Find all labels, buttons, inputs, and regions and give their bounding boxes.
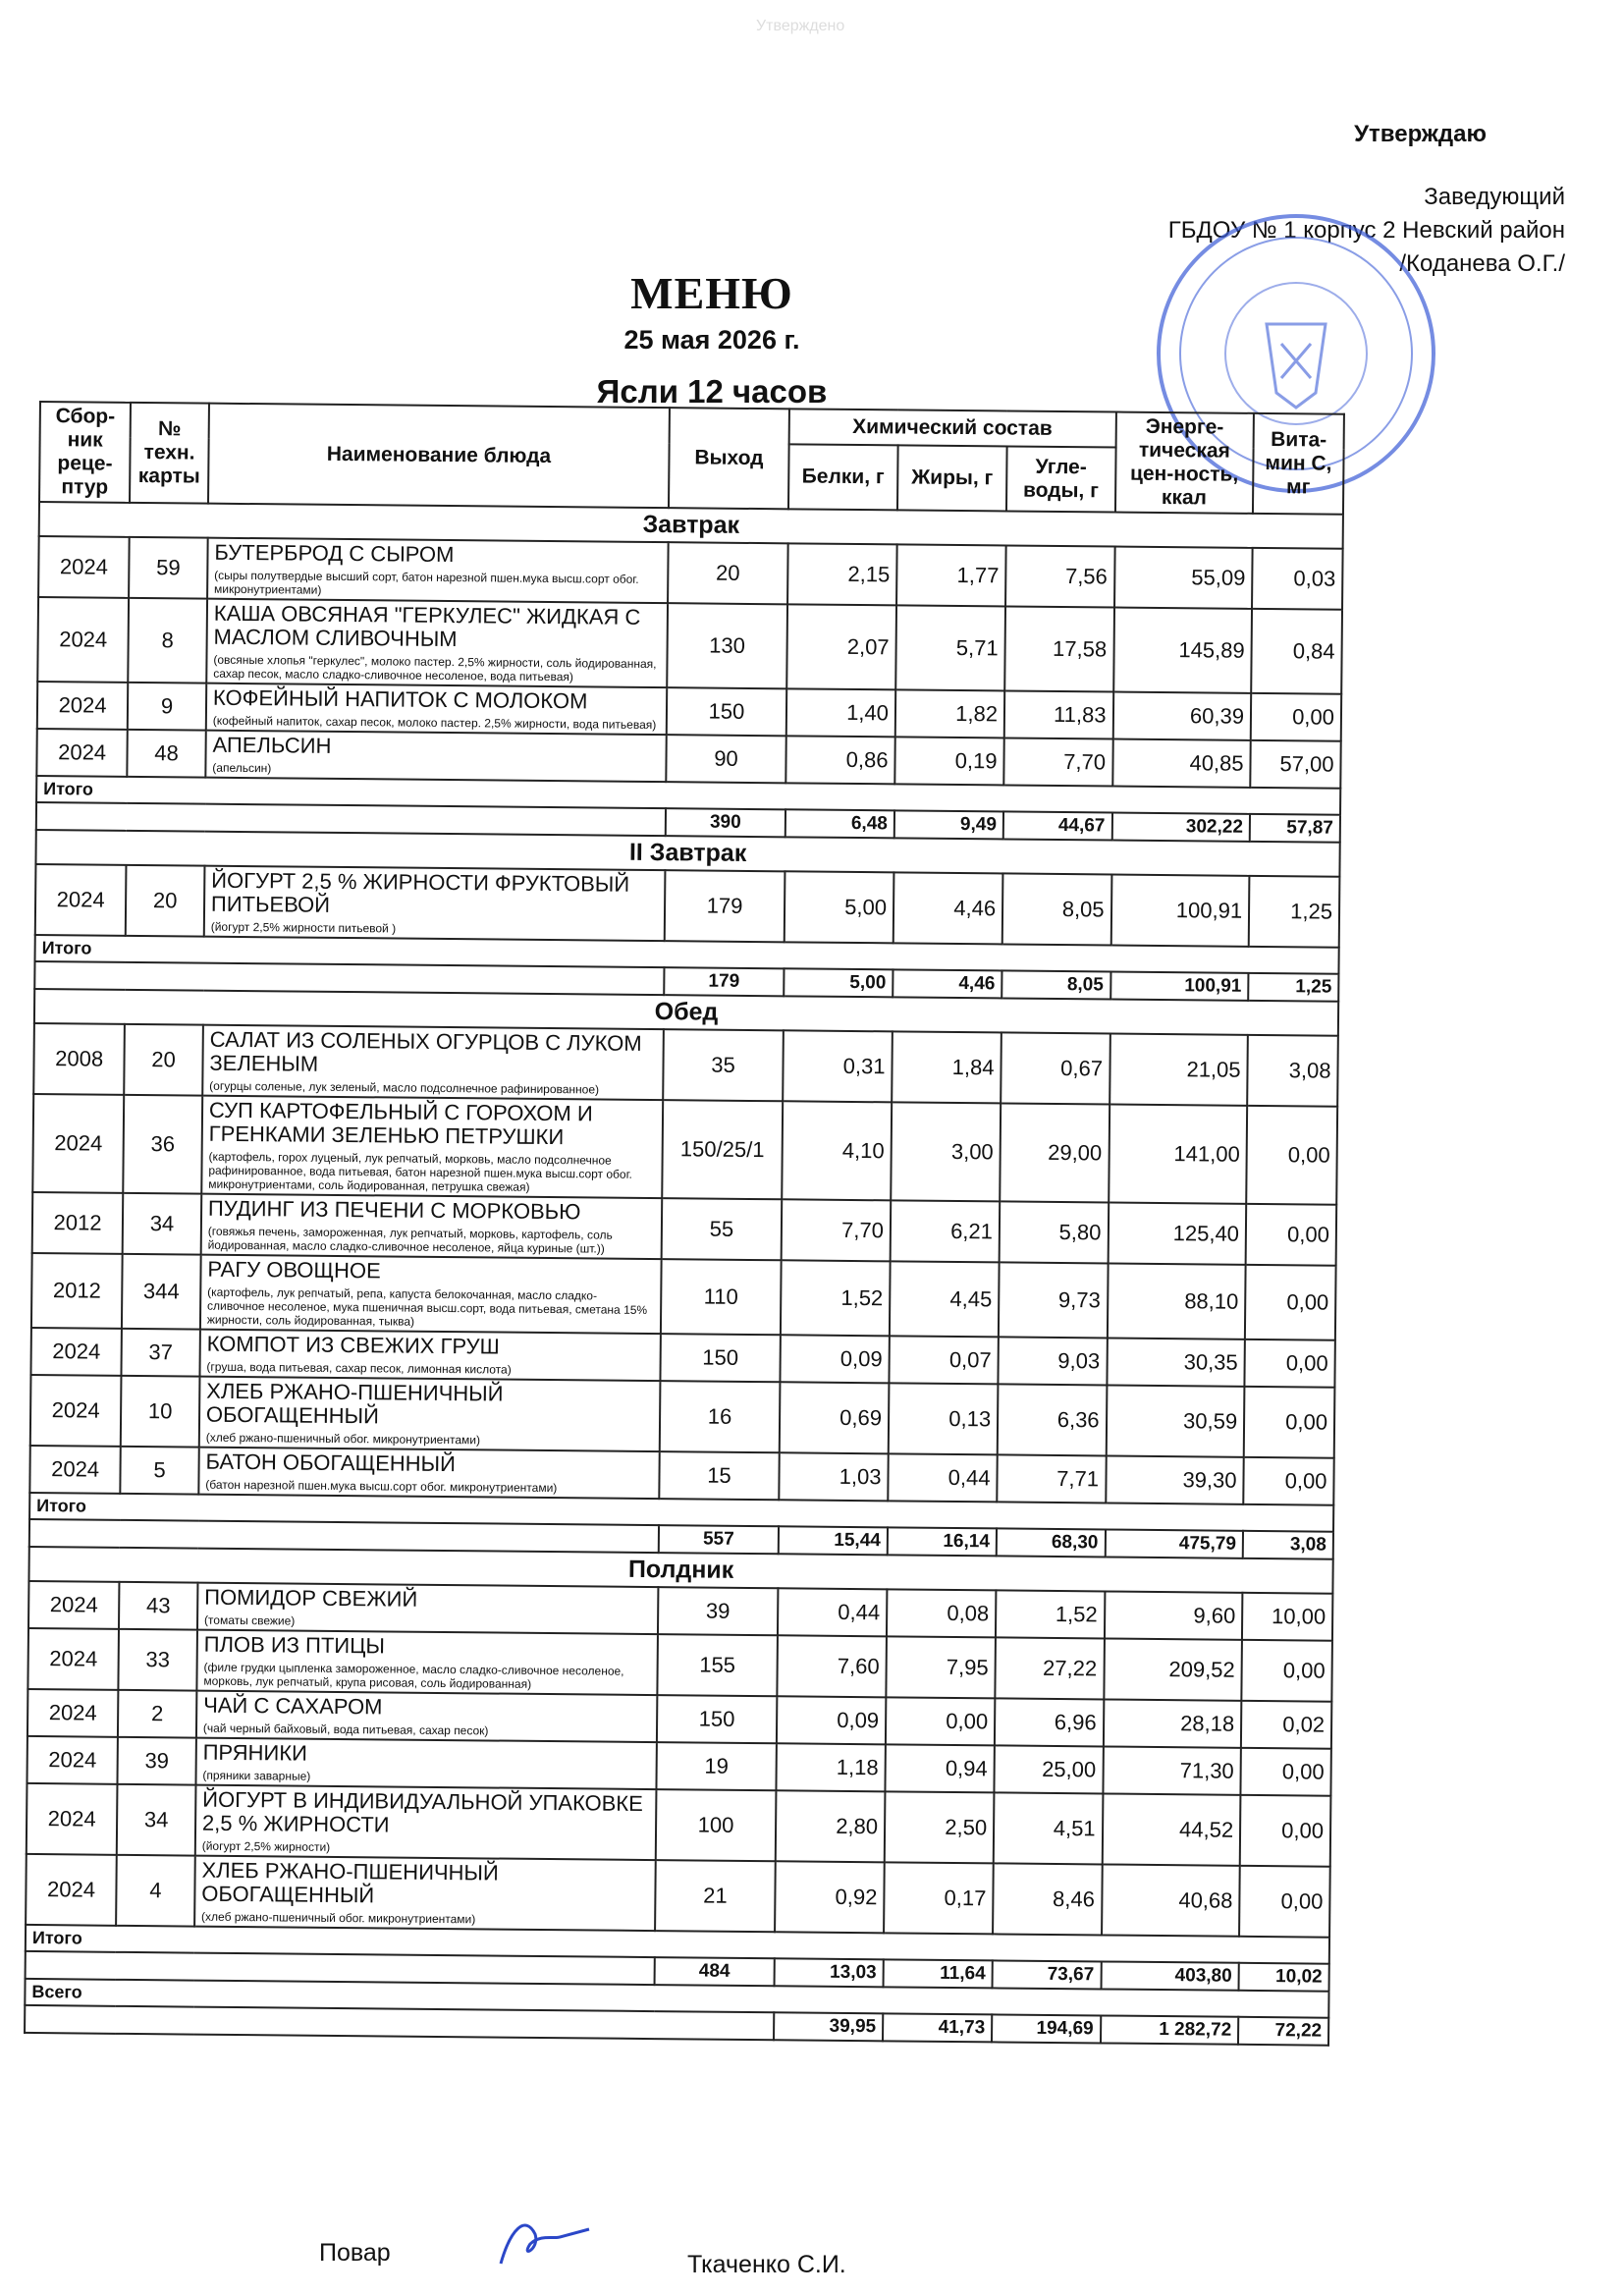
carbs-cell: 9,73	[999, 1262, 1108, 1338]
vitamin-cell: 3,08	[1247, 1035, 1338, 1107]
total-vitamin: 3,08	[1243, 1531, 1333, 1559]
dish-name: ПЛОВ ИЗ ПТИЦЫ	[203, 1631, 386, 1659]
fat-cell: 6,21	[891, 1200, 1001, 1262]
table-header	[39, 402, 1344, 515]
protein-cell: 5,00	[785, 871, 894, 943]
grand-total-energy: 1 282,72	[1101, 2015, 1239, 2044]
dish-composition: (пряники заварные)	[202, 1768, 311, 1783]
dish-composition: (картофель, горох луценый, лук репчатый, морковь, масло подсолнечное рафинированное, вода питьевая, батон нарезной пшен.мука высш.сорт обог. микронутриентами, соль йодированная, петрушка свежая)	[208, 1149, 632, 1194]
collection-cell: 2024	[28, 1581, 120, 1629]
header-fat: Жиры, г	[897, 446, 1007, 512]
tech-card-cell: 36	[123, 1095, 202, 1194]
title-block	[550, 267, 874, 410]
output-cell: 155	[657, 1634, 777, 1696]
fat-cell: 1,82	[895, 689, 1005, 738]
dish-name: КОМПОТ ИЗ СВЕЖИХ ГРУШ	[206, 1331, 500, 1359]
total-carbs: 73,67	[993, 1960, 1102, 1989]
protein-cell: 2,15	[787, 543, 897, 605]
energy-cell: 55,09	[1114, 547, 1253, 609]
carbs-cell: 9,03	[998, 1337, 1107, 1385]
tech-card-cell: 20	[126, 865, 204, 937]
tech-card-cell: 34	[123, 1193, 201, 1255]
protein-cell: 1,40	[786, 688, 896, 737]
menu-date: 25 мая 2026 г.	[623, 325, 800, 355]
dish-composition: (томаты свежие)	[203, 1613, 296, 1628]
ghost-text: Утверждено	[756, 18, 845, 34]
total-energy: 302,22	[1111, 813, 1250, 842]
dish-name: ХЛЕБ РЖАНО-ПШЕНИЧНЫЙ ОБОГАЩЕННЫЙ	[205, 1378, 504, 1429]
total-vitamin: 1,25	[1248, 973, 1338, 1002]
output-cell: 100	[656, 1789, 776, 1861]
total-energy: 403,80	[1101, 1961, 1239, 1990]
dish-cell	[195, 1785, 657, 1861]
tech-card-cell: 9	[128, 683, 206, 731]
total-energy: 475,79	[1105, 1529, 1243, 1558]
total-vitamin: 57,87	[1250, 814, 1340, 843]
dish-cell	[198, 1448, 660, 1500]
dish-name: КАША ОВСЯНАЯ "ГЕРКУЛЕС" ЖИДКАЯ С МАСЛОМ СЛИВОЧНЫМ	[213, 600, 641, 652]
energy-cell: 145,89	[1113, 608, 1252, 693]
fat-cell: 0,19	[894, 737, 1004, 785]
carbs-cell: 6,96	[995, 1698, 1104, 1746]
tech-card-cell: 8	[128, 598, 207, 683]
output-cell: 179	[665, 870, 785, 942]
table-row	[26, 1854, 1330, 1938]
dish-cell	[194, 1856, 656, 1932]
tech-card-cell: 5	[121, 1447, 199, 1495]
dish-name: КОФЕЙНЫЙ НАПИТОК С МОЛОКОМ	[212, 684, 588, 714]
approval-signature: /Коданева О.Г./	[1399, 250, 1565, 277]
energy-cell: 21,05	[1110, 1033, 1248, 1105]
dish-cell	[195, 1738, 657, 1790]
dish-cell	[205, 731, 667, 783]
vitamin-cell: 0,02	[1241, 1701, 1331, 1749]
section-title: Полдник	[28, 1547, 1332, 1594]
collection-cell: 2024	[32, 1094, 124, 1193]
carbs-cell: 29,00	[1000, 1103, 1109, 1202]
collection-cell: 2024	[35, 864, 127, 936]
protein-cell: 4,10	[782, 1101, 892, 1200]
carbs-cell: 7,70	[1003, 738, 1112, 786]
dish-composition: (говяжья печень, замороженная, лук репчатый, морковь, картофель, соль йодированная, масло сладко-сливочное несоленое, яйца куриные (шт.))	[207, 1224, 613, 1256]
grand-total-label: Всего	[25, 1979, 1328, 2018]
output-cell: 130	[667, 603, 787, 688]
vitamin-cell: 0,00	[1243, 1457, 1333, 1505]
fat-cell: 4,46	[893, 872, 1003, 944]
carbs-cell: 17,58	[1004, 606, 1113, 691]
approval-position: Заведующий	[1424, 184, 1565, 210]
fat-cell: 0,07	[889, 1336, 999, 1384]
output-cell: 150	[661, 1334, 781, 1382]
total-fat: 4,46	[893, 969, 1001, 998]
protein-cell: 1,03	[779, 1452, 889, 1501]
fat-cell: 3,00	[891, 1102, 1001, 1201]
protein-cell: 7,70	[781, 1199, 891, 1261]
table-row	[37, 597, 1342, 694]
menu-title: МЕНЮ	[630, 268, 793, 318]
collection-cell: 2024	[26, 1854, 117, 1926]
cook-name: Ткаченко С.И.	[687, 2251, 846, 2278]
protein-cell: 0,31	[783, 1030, 893, 1102]
tech-card-cell: 4	[116, 1855, 194, 1927]
fat-cell: 1,84	[892, 1031, 1001, 1103]
fat-cell: 0,08	[887, 1589, 997, 1637]
vitamin-cell: 0,00	[1246, 1106, 1337, 1205]
menu-group: Ясли 12 часов	[596, 373, 828, 410]
output-cell: 150	[667, 687, 786, 736]
fat-cell: 0,00	[886, 1697, 996, 1745]
dish-cell	[197, 1583, 659, 1635]
approval-org: ГБДОУ № 1 корпус 2 Невский район	[1167, 217, 1565, 244]
collection-cell: 2012	[32, 1192, 124, 1254]
table-row	[30, 1375, 1335, 1458]
header-tech-card: № техн. карты	[130, 403, 209, 504]
collection-cell: 2024	[30, 1328, 122, 1376]
total-fat: 11,64	[884, 1959, 993, 1988]
carbs-cell: 11,83	[1004, 690, 1113, 738]
total-fat: 9,49	[894, 810, 1003, 839]
carbs-cell: 25,00	[994, 1745, 1103, 1793]
dish-name: ПРЯНИКИ	[202, 1739, 308, 1766]
fat-cell: 2,50	[885, 1791, 995, 1863]
output-cell: 150/25/1	[662, 1100, 783, 1199]
total-protein: 6,48	[785, 809, 894, 838]
total-label: Итого	[26, 1925, 1329, 1964]
tech-card-cell: 344	[122, 1254, 200, 1330]
collection-cell: 2008	[33, 1023, 125, 1095]
collection-cell: 2024	[27, 1628, 119, 1690]
protein-cell: 0,09	[780, 1335, 890, 1383]
output-cell: 20	[668, 542, 787, 604]
vitamin-cell: 0,00	[1244, 1339, 1334, 1388]
dish-composition: (хлеб ржано-пшеничный обог. микронутриентами)	[205, 1430, 481, 1448]
cook-signature	[481, 2210, 599, 2278]
fat-cell: 0,17	[884, 1862, 994, 1934]
total-protein: 15,44	[779, 1526, 888, 1555]
table-row	[32, 1094, 1337, 1205]
menu-table	[24, 401, 1345, 2047]
energy-cell: 39,30	[1106, 1455, 1244, 1503]
dish-cell	[206, 683, 668, 736]
collection-cell: 2024	[27, 1783, 118, 1855]
header-name: Наименование блюда	[208, 404, 670, 508]
energy-cell: 40,85	[1112, 739, 1251, 788]
fat-cell: 0,13	[889, 1383, 999, 1454]
energy-cell: 44,52	[1102, 1793, 1240, 1865]
tech-card-cell: 43	[119, 1582, 197, 1630]
header-carbs: Угле-воды, г	[1006, 447, 1115, 513]
energy-cell: 209,52	[1104, 1638, 1242, 1700]
dish-composition: (огурцы соленые, лук зеленый, масло подсолнечное рафинированное)	[209, 1078, 600, 1097]
grand-total-vitamin: 72,22	[1238, 2017, 1328, 2046]
output-cell: 35	[663, 1029, 783, 1101]
grand-total-protein: 39,95	[774, 2012, 883, 2041]
vitamin-cell: 0,00	[1244, 1387, 1335, 1458]
protein-cell: 2,07	[786, 604, 896, 689]
table-row	[31, 1253, 1336, 1340]
protein-cell: 0,44	[778, 1588, 888, 1636]
section-title: II Завтрак	[35, 830, 1339, 877]
total-output: 484	[655, 1957, 775, 1986]
dish-composition: (картофель, лук репчатый, репа, капуста белокочанная, масло сладко-сливочное несоленое, мука пшеничная высш.сорт, вода питьевая, сметана 15% жирности, соль йодированная, тыква)	[206, 1285, 648, 1329]
dish-composition: (овсяные хлопья "геркулес", молоко пастер. 2,5% жирности, соль йодированная, сахар песок, масло сладко-сливочное несоленое, вода питьевая)	[213, 652, 657, 684]
dish-name: ПОМИДОР СВЕЖИЙ	[204, 1584, 418, 1612]
carbs-cell: 6,36	[998, 1384, 1107, 1455]
energy-cell: 71,30	[1103, 1746, 1241, 1794]
dish-cell	[199, 1377, 661, 1452]
dish-composition: (хлеб ржано-пшеничный обог. микронутриентами)	[201, 1909, 476, 1927]
header-protein: Белки, г	[788, 445, 898, 511]
dish-name: ПУДИНГ ИЗ ПЕЧЕНИ С МОРКОВЬЮ	[207, 1195, 581, 1225]
header-output: Выход	[669, 408, 789, 509]
dish-name: ЙОГУРТ 2,5 % ЖИРНОСТИ ФРУКТОВЫЙ ПИТЬЕВОЙ	[210, 867, 630, 917]
energy-cell: 30,59	[1106, 1385, 1244, 1456]
dish-cell	[196, 1691, 658, 1743]
dish-composition: (батон нарезной пшен.мука высш.сорт обог. микронутриентами)	[205, 1477, 558, 1496]
fat-cell: 0,44	[888, 1453, 998, 1502]
output-cell: 110	[661, 1259, 781, 1335]
tech-card-cell: 48	[128, 730, 206, 778]
protein-cell: 0,69	[780, 1382, 890, 1453]
carbs-cell: 8,46	[993, 1863, 1102, 1935]
dish-name: ЧАЙ С САХАРОМ	[203, 1692, 383, 1720]
dish-cell	[206, 599, 668, 688]
dish-composition: (йогурт 2,5% жирности питьевой )	[210, 919, 397, 936]
energy-cell: 30,35	[1107, 1338, 1245, 1386]
section-title: Обед	[34, 989, 1338, 1036]
output-cell: 150	[657, 1695, 777, 1743]
total-output: 390	[666, 808, 785, 837]
output-cell: 39	[658, 1587, 778, 1635]
carbs-cell: 5,80	[1000, 1201, 1109, 1263]
carbs-cell: 0,67	[1001, 1032, 1110, 1104]
output-cell: 19	[657, 1742, 777, 1790]
table-row	[35, 864, 1340, 948]
output-cell: 55	[662, 1198, 782, 1260]
protein-cell: 2,80	[776, 1790, 886, 1862]
tech-card-cell: 20	[124, 1024, 202, 1096]
fat-cell: 4,45	[890, 1261, 1000, 1337]
vitamin-cell: 0,00	[1241, 1748, 1331, 1796]
output-cell: 21	[655, 1860, 775, 1932]
tech-card-cell: 37	[122, 1329, 200, 1377]
carbs-cell: 7,71	[997, 1454, 1106, 1503]
vitamin-cell: 1,25	[1249, 876, 1340, 948]
header-vitamin: Вита-мин С, мг	[1253, 413, 1344, 515]
energy-cell: 9,60	[1104, 1591, 1242, 1639]
tech-card-cell: 10	[121, 1376, 199, 1448]
energy-cell: 100,91	[1110, 875, 1249, 947]
vitamin-cell: 0,00	[1239, 1866, 1330, 1938]
collection-cell: 2024	[38, 536, 130, 598]
dish-name: БАТОН ОБОГАЩЕННЫЙ	[205, 1449, 457, 1477]
total-label: Итого	[36, 776, 1340, 815]
dish-composition: (сыры полутвердые высший сорт, батон нарезной пшен.мука высш.сорт обог. микронутриентами)	[213, 568, 639, 597]
output-cell: 90	[666, 735, 785, 783]
collection-cell: 2024	[30, 1375, 122, 1447]
dish-cell	[204, 866, 666, 942]
dish-name: ЙОГУРТ В ИНДИВИДУАЛЬНОЙ УПАКОВКЕ 2,5 % ЖИРНОСТИ	[201, 1786, 643, 1837]
total-carbs: 44,67	[1003, 811, 1112, 840]
header-chem: Химический состав	[788, 409, 1115, 448]
table-row	[33, 1023, 1338, 1107]
total-fat: 16,14	[888, 1527, 997, 1556]
grand-total-fat: 41,73	[883, 2013, 992, 2042]
tech-card-cell: 59	[129, 537, 207, 599]
total-protein: 5,00	[784, 968, 893, 997]
dish-cell	[207, 538, 669, 604]
protein-cell: 1,18	[776, 1743, 886, 1791]
energy-cell: 125,40	[1108, 1202, 1246, 1264]
energy-cell: 40,68	[1102, 1864, 1240, 1936]
cook-label: Повар	[319, 2239, 391, 2267]
energy-cell: 28,18	[1103, 1699, 1241, 1747]
dish-composition: (чай черный байховый, вода питьевая, сахар песок)	[202, 1721, 489, 1738]
dish-name: САЛАТ ИЗ СОЛЕНЫХ ОГУРЦОВ С ЛУКОМ ЗЕЛЕНЫМ	[209, 1026, 642, 1076]
fat-cell: 5,71	[895, 605, 1005, 690]
dish-composition: (йогурт 2,5% жирности)	[201, 1838, 331, 1854]
carbs-cell: 27,22	[995, 1637, 1104, 1699]
grand-total-blank	[25, 2005, 774, 2040]
vitamin-cell: 0,84	[1251, 609, 1342, 694]
collection-cell: 2024	[37, 682, 129, 730]
protein-cell: 0,92	[775, 1861, 885, 1933]
total-output: 179	[664, 967, 784, 996]
protein-cell: 1,52	[781, 1260, 891, 1336]
total-energy: 100,91	[1110, 971, 1249, 1000]
total-output: 557	[659, 1525, 779, 1554]
collection-cell: 2012	[31, 1253, 123, 1329]
carbs-cell: 7,56	[1005, 545, 1114, 607]
vitamin-cell: 0,00	[1245, 1265, 1336, 1340]
protein-cell: 7,60	[777, 1635, 887, 1697]
header-energy: Энерге-тическая цен-ность, ккал	[1114, 412, 1254, 514]
energy-cell: 141,00	[1109, 1104, 1248, 1203]
dish-name: РАГУ ОВОЩНОЕ	[207, 1256, 381, 1284]
total-vitamin: 10,02	[1239, 1963, 1329, 1992]
carbs-cell: 8,05	[1002, 873, 1111, 945]
total-carbs: 8,05	[1001, 970, 1110, 999]
dish-composition: (груша, вода питьевая, сахар песок, лимонная кислота)	[206, 1359, 512, 1377]
vitamin-cell: 0,03	[1252, 548, 1343, 610]
grand-total-carbs: 194,69	[992, 2014, 1101, 2043]
dish-name: ХЛЕБ РЖАНО-ПШЕНИЧНЫЙ ОБОГАЩЕННЫЙ	[201, 1857, 499, 1908]
total-label: Итого	[29, 1493, 1333, 1532]
protein-cell: 0,86	[785, 736, 895, 784]
fat-cell: 7,95	[886, 1636, 996, 1698]
collection-cell: 2024	[27, 1689, 119, 1737]
dish-composition: (филе грудки цыпленка замороженное, масло сладко-сливочное несоленое, морковь, лук репчатый, крупа рисовая, соль йодированная)	[203, 1660, 624, 1691]
fat-cell: 1,77	[896, 544, 1006, 606]
dish-name: СУП КАРТОФЕЛЬНЫЙ С ГОРОХОМ И ГРЕНКАМИ ЗЕЛЕНЬЮ ПЕТРУШКИ	[208, 1097, 593, 1150]
total-protein: 13,03	[774, 1958, 883, 1987]
tech-card-cell: 2	[118, 1690, 196, 1738]
dish-cell	[201, 1096, 663, 1198]
section-title: Завтрак	[39, 502, 1343, 549]
output-cell: 15	[659, 1451, 779, 1500]
protein-cell: 0,09	[777, 1696, 887, 1744]
footer	[0, 2229, 1624, 2288]
output-cell: 16	[660, 1381, 780, 1452]
dish-composition: (кофейный напиток, сахар песок, молоко пастер. 2,5% жирности, вода питьевая)	[212, 713, 657, 733]
energy-cell: 60,39	[1112, 692, 1251, 740]
dish-cell	[202, 1025, 664, 1101]
total-carbs: 68,30	[997, 1528, 1106, 1557]
fat-cell: 0,94	[885, 1744, 995, 1792]
collection-cell: 2024	[37, 597, 129, 683]
dish-composition: (апельсин)	[212, 760, 272, 776]
collection-cell: 2024	[27, 1736, 118, 1784]
vitamin-cell: 0,00	[1241, 1640, 1332, 1702]
collection-cell: 2024	[29, 1446, 121, 1494]
dish-cell	[200, 1255, 662, 1335]
collection-cell: 2024	[36, 729, 128, 777]
dish-cell	[201, 1194, 663, 1260]
vitamin-cell: 57,00	[1250, 740, 1340, 789]
table-row	[27, 1783, 1331, 1867]
dish-cell	[196, 1630, 658, 1696]
approval-heading: Утверждаю	[1354, 121, 1487, 147]
tech-card-cell: 39	[118, 1737, 196, 1785]
total-label: Итого	[35, 935, 1339, 974]
energy-cell: 88,10	[1107, 1263, 1245, 1339]
vitamin-cell: 10,00	[1242, 1593, 1332, 1641]
dish-name: АПЕЛЬСИН	[212, 732, 332, 758]
vitamin-cell: 0,00	[1251, 693, 1341, 741]
tech-card-cell: 34	[117, 1784, 195, 1856]
dish-cell	[199, 1330, 661, 1382]
vitamin-cell: 0,00	[1246, 1204, 1337, 1266]
carbs-cell: 1,52	[996, 1590, 1105, 1638]
tech-card-cell: 33	[119, 1629, 197, 1691]
vitamin-cell: 0,00	[1240, 1795, 1331, 1867]
dish-name: БУТЕРБРОД С СЫРОМ	[214, 539, 455, 568]
carbs-cell: 4,51	[994, 1792, 1103, 1864]
header-collection: Сбор-ник реце-птур	[39, 402, 131, 503]
table-body	[25, 502, 1343, 2046]
